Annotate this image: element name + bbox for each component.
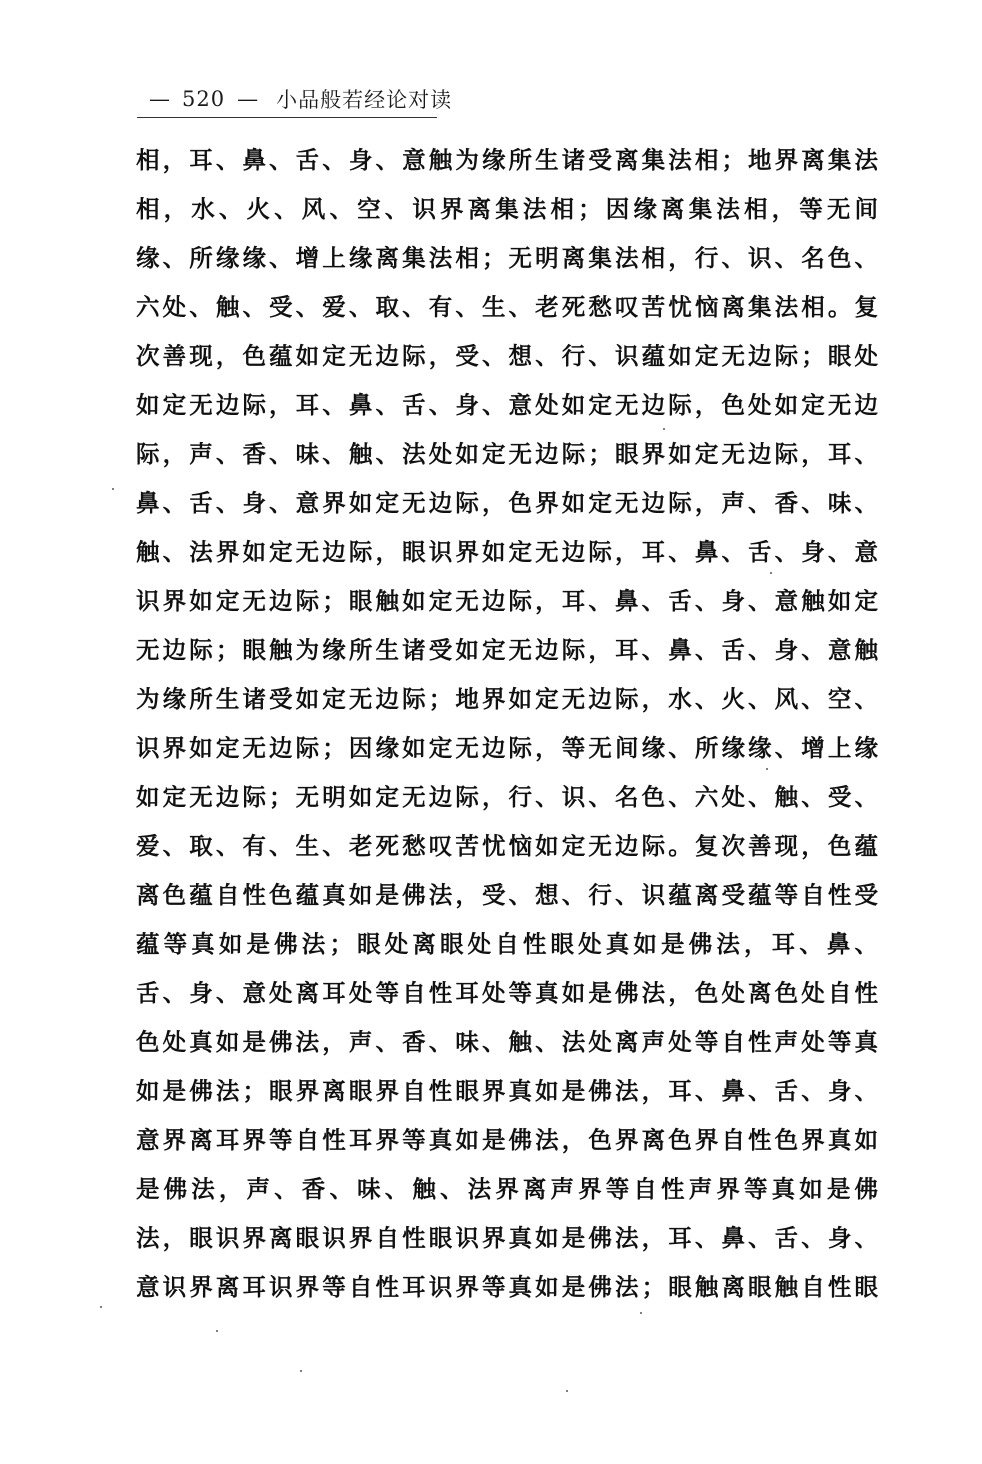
header-dash-right: — <box>237 87 259 111</box>
text-line: 法，眼识界离眼识界自性眼识界真如是佛法，耳、鼻、舌、身、 <box>136 1224 878 1252</box>
text-line: 际，声、香、味、触、法处如定无边际；眼界如定无边际，耳、 <box>136 440 878 468</box>
scan-speck <box>770 572 772 574</box>
text-line: 触、法界如定无边际，眼识界如定无边际，耳、鼻、舌、身、意 <box>136 538 878 566</box>
text-line: 离色蕴自性色蕴真如是佛法，受、想、行、识蕴离受蕴等自性受 <box>136 881 878 909</box>
text-line: 相，水、火、风、空、识界离集法相；因缘离集法相，等无间 <box>136 195 878 223</box>
text-line: 如定无边际，耳、鼻、舌、身、意处如定无边际，色处如定无边 <box>136 391 878 419</box>
scan-speck <box>640 1312 642 1314</box>
text-line: 为缘所生诸受如定无边际；地界如定无边际，水、火、风、空、 <box>136 685 878 713</box>
running-header <box>137 84 452 114</box>
text-line: 是佛法，声、香、味、触、法界离声界等自性声界等真如是佛 <box>136 1175 878 1203</box>
scan-speck <box>663 428 665 430</box>
text-line: 蕴等真如是佛法；眼处离眼处自性眼处真如是佛法，耳、鼻、 <box>136 930 878 958</box>
text-line: 六处、触、受、爱、取、有、生、老死愁叹苦忧恼离集法相。复 <box>136 293 878 321</box>
scan-speck <box>766 768 768 770</box>
text-line: 缘、所缘缘、增上缘离集法相；无明离集法相，行、识、名色、 <box>136 244 878 272</box>
text-line: 爱、取、有、生、老死愁叹苦忧恼如定无边际。复次善现，色蕴 <box>136 832 878 860</box>
text-line: 意识界离耳识界等自性耳识界等真如是佛法；眼触离眼触自性眼 <box>136 1273 878 1301</box>
book-title: 小品般若经论对读 <box>276 88 453 112</box>
text-line: 如是佛法；眼界离眼界自性眼界真如是佛法，耳、鼻、舌、身、 <box>136 1077 878 1105</box>
text-line: 识界如定无边际；眼触如定无边际，耳、鼻、舌、身、意触如定 <box>136 587 878 615</box>
text-line: 舌、身、意处离耳处等自性耳处等真如是佛法，色处离色处自性 <box>136 979 878 1007</box>
text-line: 无边际；眼触为缘所生诸受如定无边际，耳、鼻、舌、身、意触 <box>136 636 878 664</box>
text-line: 色处真如是佛法，声、香、味、触、法处离声处等自性声处等真 <box>136 1028 878 1056</box>
scan-speck <box>300 1370 302 1372</box>
scan-speck <box>100 1306 102 1308</box>
text-line: 意界离耳界等自性耳界等真如是佛法，色界离色界自性色界真如 <box>136 1126 878 1154</box>
scan-speck <box>216 1330 218 1332</box>
text-line: 次善现，色蕴如定无边际，受、想、行、识蕴如定无边际；眼处 <box>136 342 878 370</box>
header-dash-left: — <box>149 87 170 111</box>
body-text <box>136 136 878 1312</box>
page-number: 520 <box>182 87 226 111</box>
text-line: 鼻、舌、身、意界如定无边际，色界如定无边际，声、香、味、 <box>136 489 878 517</box>
text-line: 相，耳、鼻、舌、身、意触为缘所生诸受离集法相；地界离集法 <box>136 146 878 174</box>
text-line: 识界如定无边际；因缘如定无边际，等无间缘、所缘缘、增上缘 <box>136 734 878 762</box>
text-line: 如定无边际；无明如定无边际，行、识、名色、六处、触、受、 <box>136 783 878 811</box>
scan-speck <box>112 488 114 490</box>
header-rule <box>137 117 437 118</box>
scan-speck <box>566 1390 568 1392</box>
